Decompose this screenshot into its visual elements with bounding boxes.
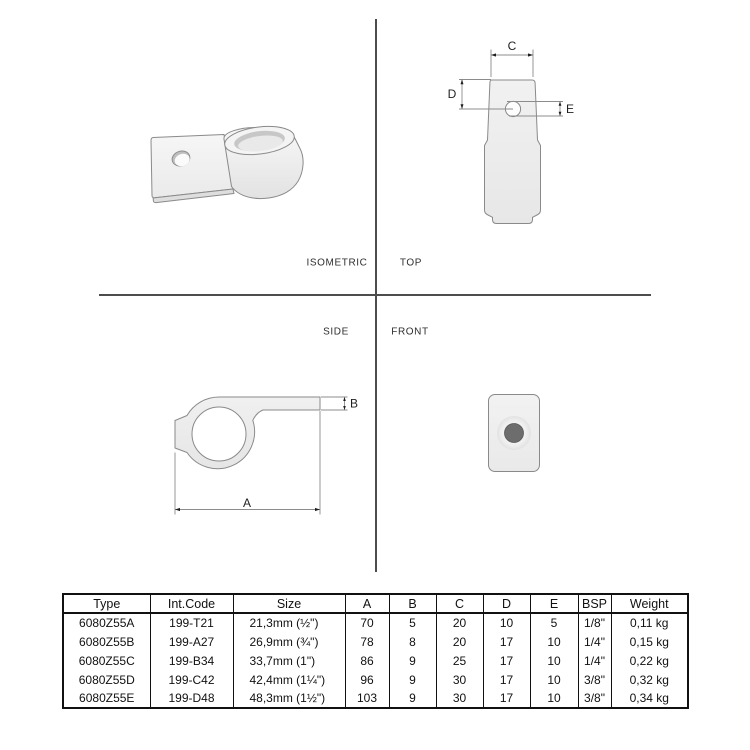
- dim-c-label: C: [507, 39, 517, 53]
- table-cell: 30: [436, 670, 483, 689]
- table-cell: 199-B34: [150, 651, 233, 670]
- dim-c-extension-lines: [491, 50, 533, 78]
- table-cell: 8: [389, 632, 436, 651]
- table-cell: 1/4": [578, 651, 611, 670]
- side-view-label: SIDE: [323, 326, 349, 338]
- table-cell: 96: [345, 670, 389, 689]
- table-cell: 20: [436, 613, 483, 632]
- table-cell: 70: [345, 613, 389, 632]
- table-cell: 17: [483, 689, 530, 708]
- column-header-intcode: Int.Code: [150, 594, 233, 613]
- spec-table-body: [63, 613, 688, 708]
- table-cell: 6080Z55E: [79, 691, 135, 705]
- table-cell: 20: [436, 632, 483, 651]
- table-cell: 0,22 kg: [611, 651, 688, 670]
- dim-a-label: A: [242, 496, 252, 510]
- table-cell: 1/4": [578, 632, 611, 651]
- table-cell: 17: [483, 632, 530, 651]
- isometric-view-drawing: [140, 110, 340, 235]
- table-cell: 9: [389, 689, 436, 708]
- table-cell: 199-A27: [150, 632, 233, 651]
- table-cell: 9: [389, 670, 436, 689]
- column-header-weight: Weight: [611, 594, 688, 613]
- table-cell: 6080Z55B: [79, 634, 135, 649]
- column-header-c: C: [436, 594, 483, 613]
- table-row: [63, 613, 688, 632]
- column-header-e: E: [530, 594, 578, 613]
- front-view-drawing: [483, 389, 545, 477]
- table-cell: 6080Z55A: [79, 616, 135, 630]
- dim-e-label: E: [566, 102, 575, 116]
- table-cell: 42,4mm (1¼"): [233, 670, 345, 689]
- dim-d-label: D: [447, 87, 457, 101]
- column-header-a: A: [345, 594, 389, 613]
- table-cell: 10: [530, 689, 578, 708]
- horizontal-divider-line: [99, 294, 651, 296]
- table-cell: 17: [483, 670, 530, 689]
- table-cell: 0,11 kg: [611, 613, 688, 632]
- front-hole: [505, 424, 524, 443]
- table-cell: 33,7mm (1"): [233, 651, 345, 670]
- top-view-drawing: [440, 40, 585, 235]
- iso-tab-plate: [151, 135, 233, 198]
- table-cell: 9: [389, 651, 436, 670]
- table-cell: 0,32 kg: [611, 670, 688, 689]
- dim-b-label: B: [350, 396, 359, 411]
- isometric-view-label: ISOMETRIC: [306, 257, 368, 269]
- column-header-bsp: BSP: [578, 594, 611, 613]
- column-header-b: B: [389, 594, 436, 613]
- table-cell: 1/8": [578, 613, 611, 632]
- table-cell: 78: [345, 632, 389, 651]
- table-cell: 3/8": [578, 689, 611, 708]
- table-cell: 199-T21: [150, 613, 233, 632]
- column-header-type: Type: [63, 594, 150, 613]
- table-cell: 25: [436, 651, 483, 670]
- table-cell: 48,3mm (1½"): [233, 689, 345, 708]
- table-cell: 199-D48: [150, 689, 233, 708]
- table-cell: 6080Z55D: [78, 672, 135, 687]
- table-cell: 10: [530, 651, 578, 670]
- column-header-d: D: [483, 594, 530, 613]
- table-row: [63, 689, 688, 708]
- table-cell: 5: [389, 613, 436, 632]
- side-view-drawing: [165, 385, 360, 520]
- table-cell: 30: [436, 689, 483, 708]
- table-cell: 5: [530, 613, 578, 632]
- side-ring-bore: [192, 407, 246, 461]
- table-row: [63, 670, 688, 689]
- table-cell: 0,15 kg: [611, 632, 688, 651]
- table-cell: 10: [483, 613, 530, 632]
- dim-b-extension-lines: [321, 397, 348, 410]
- table-cell: 10: [530, 670, 578, 689]
- table-cell: 0,34 kg: [611, 689, 688, 708]
- table-row: [63, 632, 688, 651]
- table-cell: 17: [483, 651, 530, 670]
- table-cell: 199-C42: [150, 670, 233, 689]
- table-cell: 103: [345, 689, 389, 708]
- front-view-label: FRONT: [391, 326, 429, 338]
- table-row: [63, 651, 688, 670]
- top-view-label: TOP: [399, 257, 423, 269]
- table-cell: 6080Z55C: [78, 653, 135, 668]
- table-header-row: [63, 594, 688, 613]
- table-cell: 26,9mm (¾"): [233, 632, 345, 651]
- table-cell: 86: [345, 651, 389, 670]
- table-cell: 3/8": [578, 670, 611, 689]
- column-header-size: Size: [233, 594, 345, 613]
- table-cell: 10: [530, 632, 578, 651]
- spec-table: [62, 593, 689, 709]
- table-cell: 21,3mm (½"): [233, 613, 345, 632]
